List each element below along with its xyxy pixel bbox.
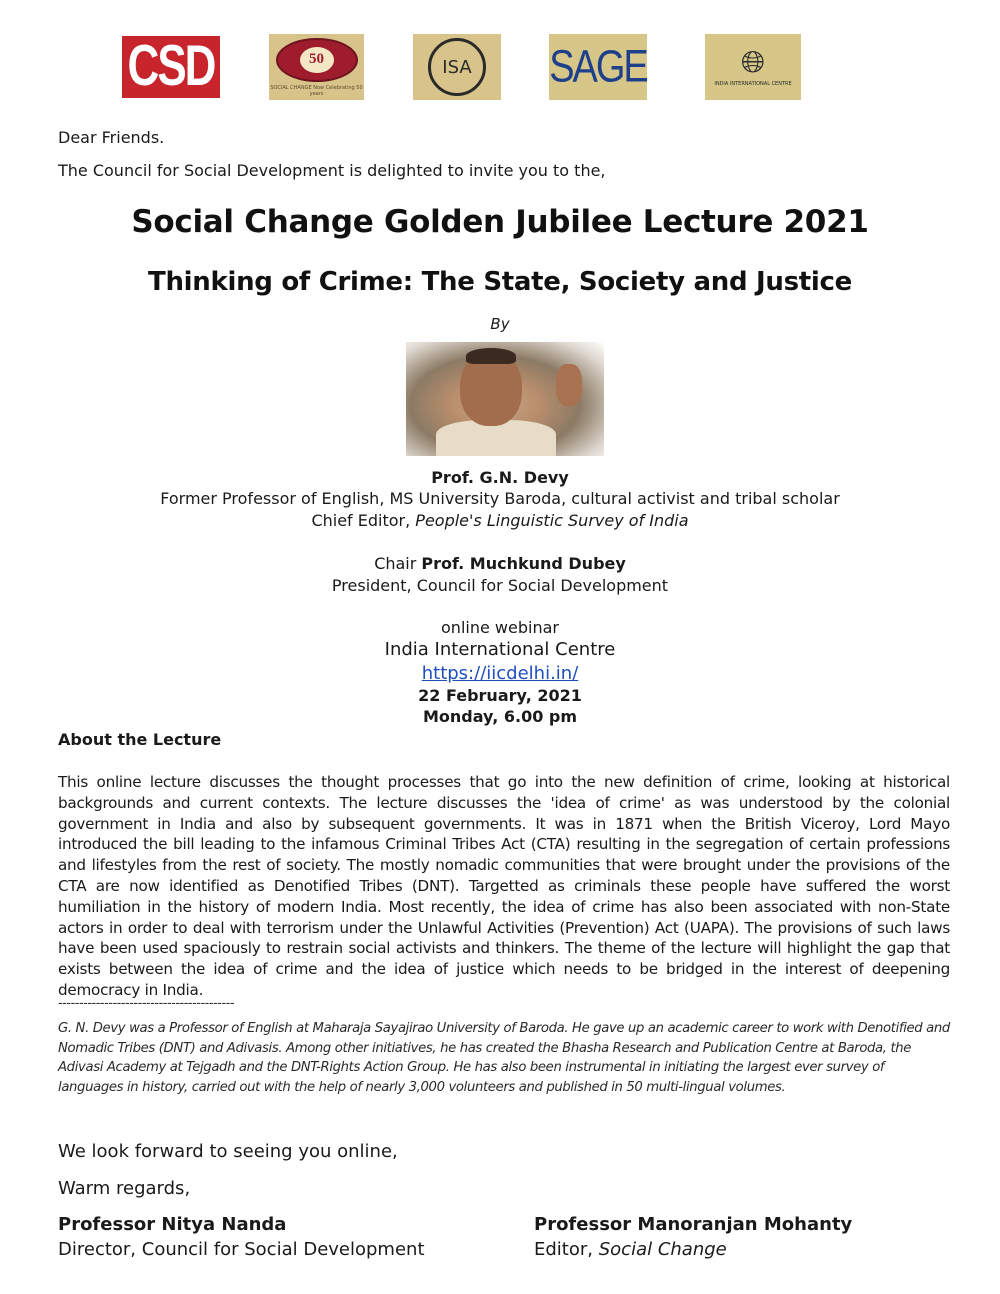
regards-line: Warm regards, [58, 1178, 191, 1199]
signatory-role [534, 1239, 727, 1260]
social-change-emblem [276, 38, 358, 82]
signatory-publication: Social Change [598, 1239, 727, 1260]
event-time: Monday, 6.00 pm [422, 707, 578, 726]
signatory-role-prefix: Editor, [534, 1239, 593, 1260]
by-label: By [490, 315, 510, 333]
about-body: This online lecture discusses the thought processes that go into the new definition of crime, looking at historical backgrounds and current contexts. The lecture discusses the 'idea of crime' as was understood by the colonial government in India and also by subsequent governments. It was in 1871 when the British Viceroy, Lord Mayo introduced the bill leading to the infamous Criminal Tribes Act (CTA) resulting in the segregation of certain professions and lifestyles from the rest of society. The mostly nomadic communities that were brought under the provisions of the CTA are now identified as Denotified Tribes (DNT). Targetted as criminals these people have suffered the worst humiliation in the history of modern India. Most recently, the idea of crime has also been associated with non-State actors in order to deal with terrorism under the Unlawful Activities (Prevention) Act (UAPA). The provisions of such laws have been used spaciously to restrain social activists and thinkers. The theme of the lecture will highlight the gap that exists between the idea of crime and the idea of justice which needs to be bridged in the interest of deepening democracy in India. [58, 773, 950, 999]
social-change-number: 50 [300, 47, 334, 73]
speaker-editor-line [0, 511, 1000, 530]
speaker-bio: G. N. Devy was a Professor of English at Maharaja Sayajirao University of Baroda. He gave up an academic career to work with Denotified and Nomadic Tribes (DNT) and Adivasis. Among other initiatives, he has created the Bhasha Research and Publication Centre at Baroda, the Adivasi Academy at Tejgadh and the DNT-Rights Action Group. He has also been instrumental in initiating the largest ever survey of languages in history, carried out with the help of nearly 3,000 volunteers and published in 50 multi-lingual volumes. [58, 1021, 950, 1095]
about-heading: About the Lecture [58, 730, 222, 749]
social-change-caption: SOCIAL CHANGE Now Celebrating 50 years [270, 84, 363, 97]
speaker-role: Former Professor of English, MS University Baroda, cultural activist and tribal scholar [160, 489, 840, 508]
sage-logo [549, 34, 647, 100]
iic-logo [705, 34, 801, 100]
lecture-title: Social Change Golden Jubilee Lecture 2021 [131, 204, 869, 240]
globe-icon: 🌐︎ [741, 45, 765, 80]
csd-logo [122, 36, 220, 98]
chair-prefix: Chair [374, 554, 417, 573]
partner-logos [0, 34, 1000, 104]
signatory-name: Professor Nitya Nanda [58, 1214, 287, 1235]
signatory-role: Director, Council for Social Development [58, 1239, 425, 1260]
signatory-name: Professor Manoranjan Mohanty [534, 1214, 853, 1235]
editor-prefix: Chief Editor, [311, 511, 411, 530]
event-mode: online webinar [441, 618, 559, 637]
social-change-logo [269, 34, 364, 100]
seal-icon [428, 38, 486, 96]
event-venue: India International Centre [384, 639, 616, 660]
sociological-society-logo [413, 34, 501, 100]
editor-publication: People's Linguistic Survey of India [415, 511, 689, 530]
venue-url-row [0, 663, 1000, 684]
salutation: Dear Friends. [58, 128, 165, 147]
csd-logo-text: CSD [127, 34, 215, 99]
divider: ------------------------------------------ [58, 996, 235, 1011]
venue-link[interactable]: https://iicdelhi.in/ [421, 663, 579, 684]
lecture-subtitle: Thinking of Crime: The State, Society and Justice [148, 267, 852, 297]
chair-line [0, 554, 1000, 573]
seal-text: ISA [442, 56, 472, 78]
closing-line: We look forward to seeing you online, [58, 1141, 398, 1162]
invitation-line: The Council for Social Development is delighted to invite you to the, [58, 161, 606, 180]
chair-name: Prof. Muchkund Dubey [421, 554, 626, 573]
speaker-name: Prof. G.N. Devy [431, 468, 569, 487]
iic-caption: INDIA INTERNATIONAL CENTRE [714, 81, 792, 87]
sage-logo-text: SAGE [549, 41, 647, 92]
speaker-photo [406, 342, 604, 456]
chair-role: President, Council for Social Development [331, 576, 669, 595]
event-date: 22 February, 2021 [418, 686, 582, 705]
